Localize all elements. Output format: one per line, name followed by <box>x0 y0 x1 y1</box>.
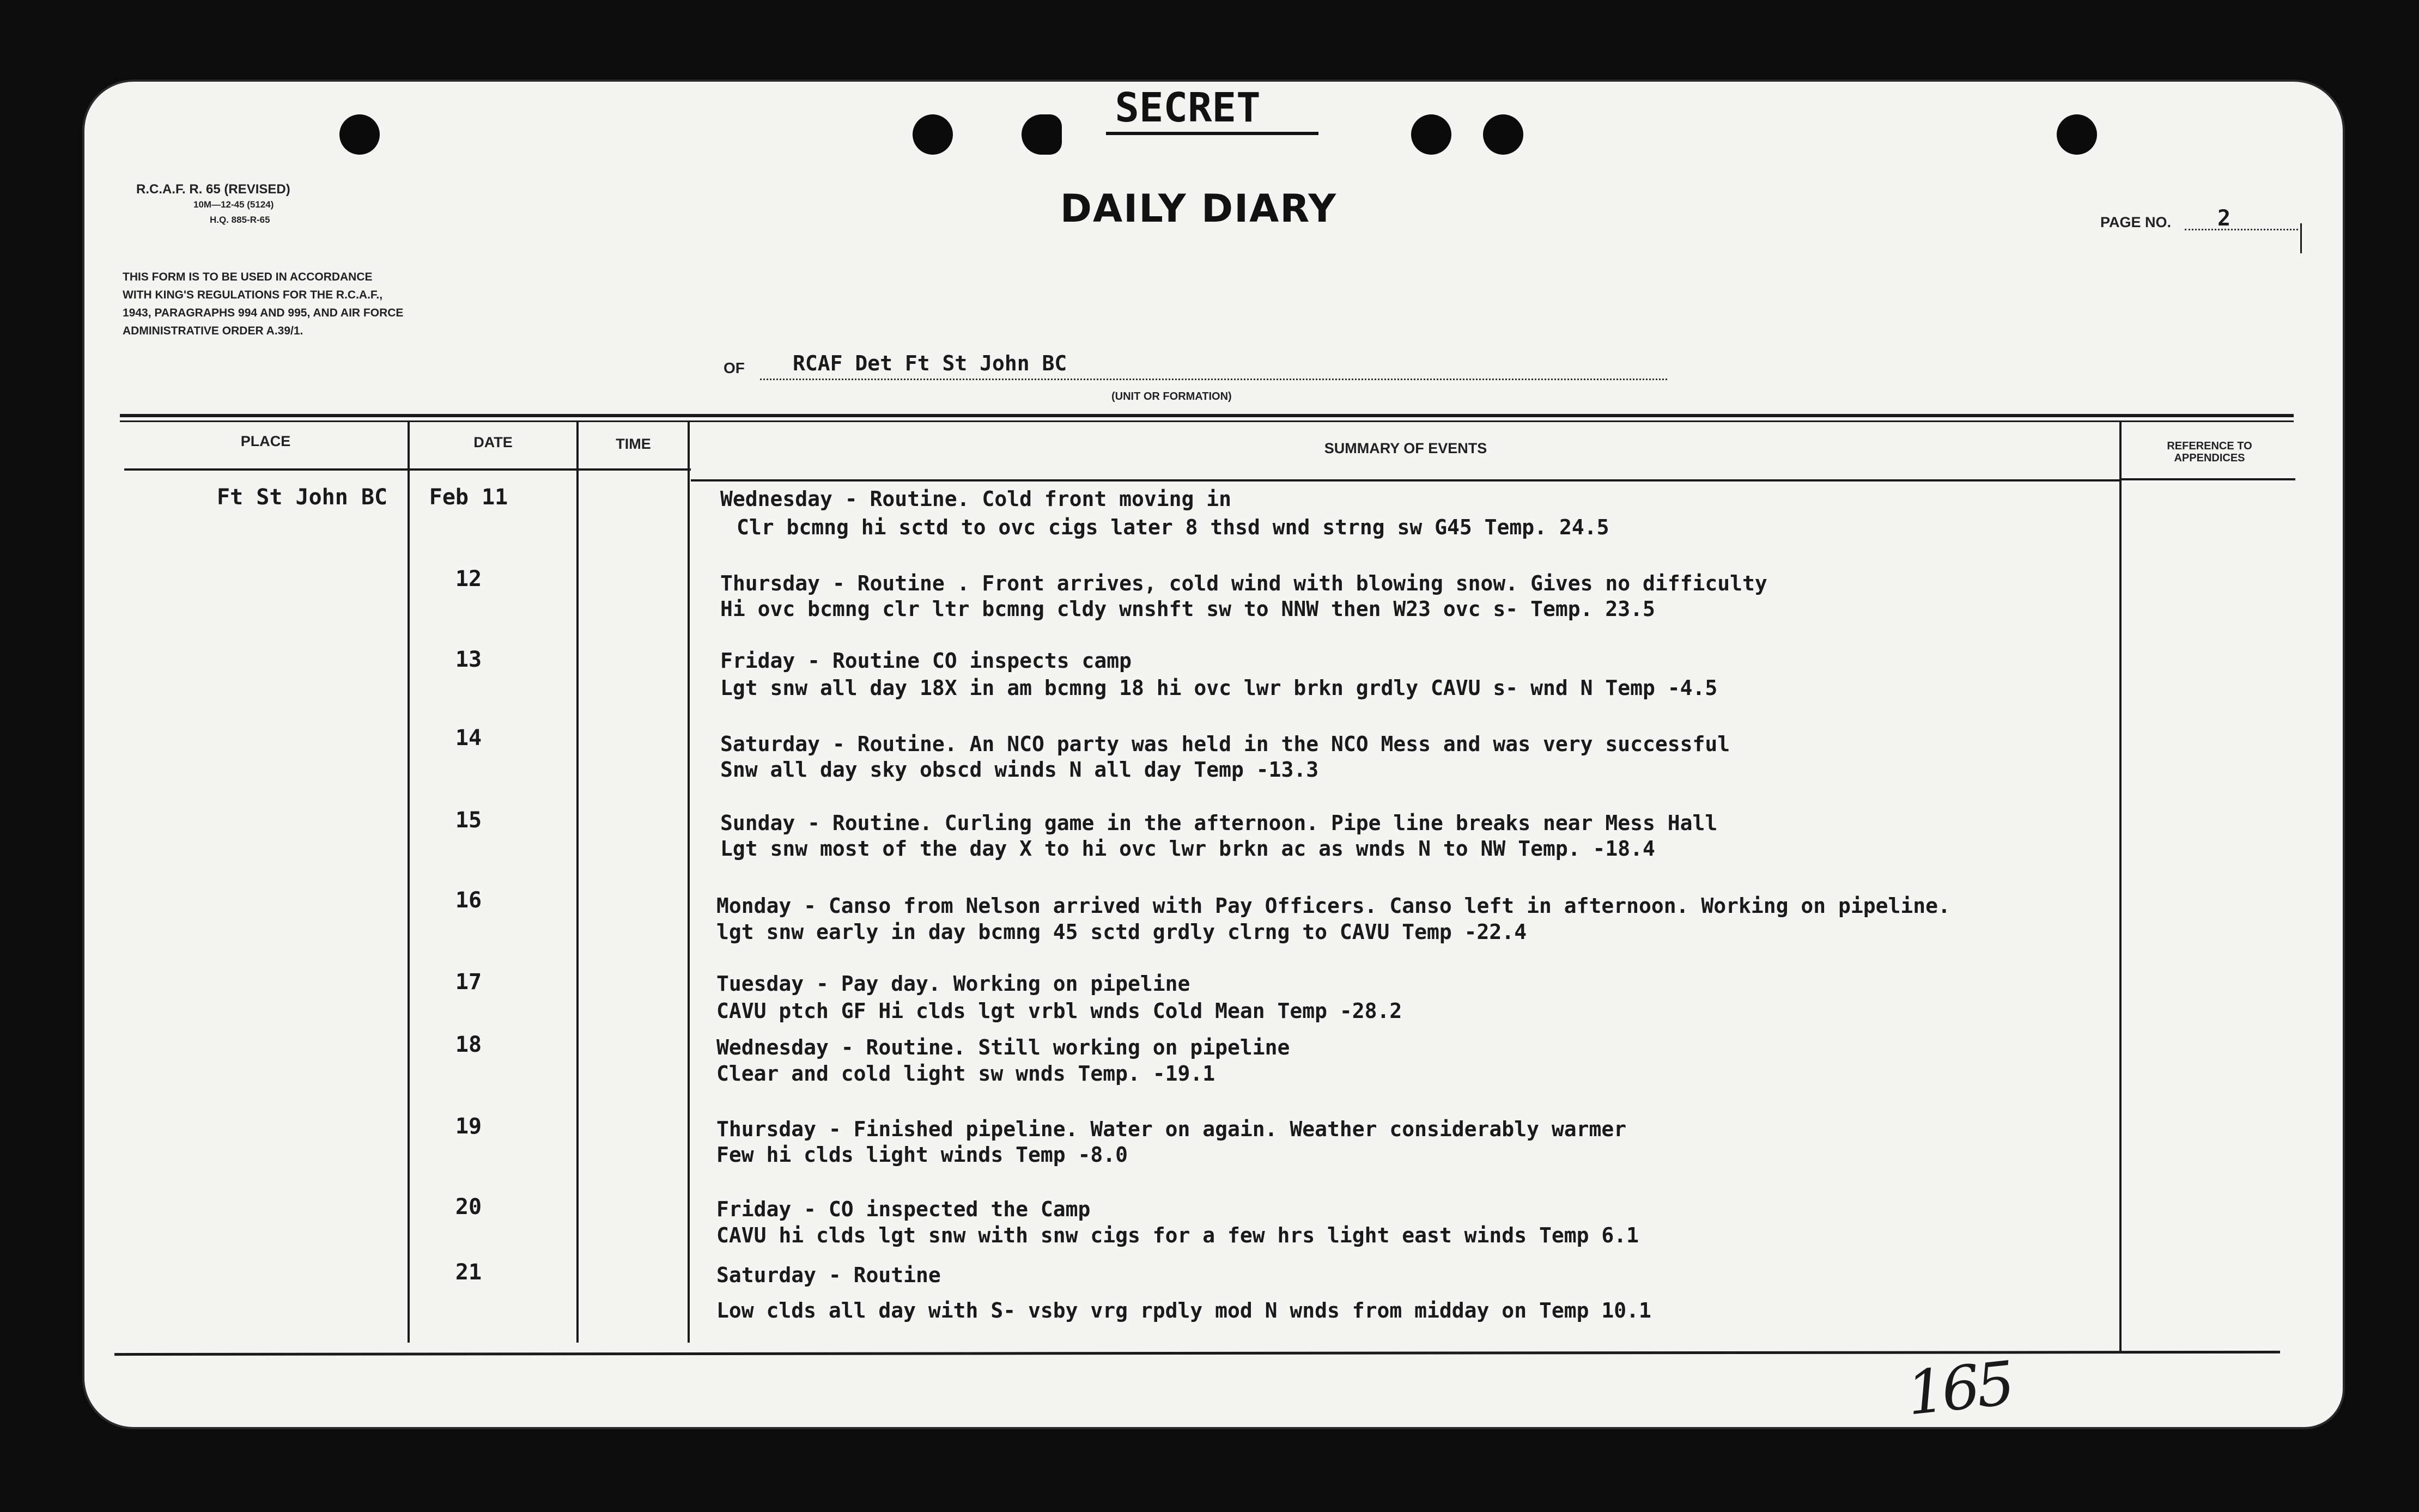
header-bottom-rule-ref <box>2121 478 2295 480</box>
unit-dotted-line <box>760 379 1667 380</box>
page-number-value: 2 <box>2217 206 2231 231</box>
entry-summary-line: Friday - Routine CO inspects camp <box>720 649 1132 673</box>
entry-date: 20 <box>455 1194 482 1220</box>
entry-summary-line: Saturday - Routine. An NCO party was held in the NCO Mess and was very successful <box>720 732 1730 756</box>
classification-marking: SECRET <box>1115 84 1261 131</box>
place-value: Ft St John BC <box>217 485 388 510</box>
entry-date: 17 <box>455 970 482 995</box>
entry-date: 21 <box>455 1260 482 1285</box>
column-header-place: PLACE <box>240 433 291 449</box>
classification-underline <box>1106 132 1318 135</box>
unit-of-label: OF <box>724 359 745 376</box>
column-header-time: TIME <box>616 436 651 452</box>
instruction-line: ADMINISTRATIVE ORDER A.39/1. <box>123 325 303 337</box>
entry-weather-line: Snw all day sky obscd winds N all day Temp -13.3 <box>720 758 1319 782</box>
page-number-label: PAGE NO. <box>2100 214 2172 230</box>
entry-weather-line: Hi ovc bcmng clr ltr bcmng cldy wnshft sw to NNW then W23 ovc s- Temp. 23.5 <box>720 597 1655 621</box>
entry-weather-line: Low clds all day with S- vsby vrg rpdly mod N wnds from midday on Temp 10.1 <box>716 1298 1651 1322</box>
table-top-rule <box>120 414 2294 417</box>
page-number-line <box>2185 229 2302 230</box>
handwritten-folio-number: 165 <box>1903 1348 2015 1429</box>
entry-weather-line: Lgt snw most of the day X to hi ovc lwr brkn ac as wnds N to NW Temp. -18.4 <box>720 837 1655 861</box>
reference-header-line: REFERENCE TO <box>2167 440 2252 452</box>
entry-summary-line: Tuesday - Pay day. Working on pipeline <box>716 972 1190 996</box>
entry-date: Feb 11 <box>429 485 508 510</box>
entry-summary-line: Thursday - Finished pipeline. Water on again. Weather considerably warmer <box>716 1117 1627 1141</box>
table-top-rule-2 <box>120 420 2294 422</box>
entry-summary-line: Wednesday - Routine. Cold front moving in <box>720 487 1231 511</box>
entry-weather-line: lgt snw early in day bcmng 45 sctd grdly clrng to CAVU Temp -22.4 <box>716 920 1527 944</box>
unit-name: RCAF Det Ft St John BC <box>793 351 1067 375</box>
punch-hole <box>1483 114 1523 155</box>
entry-weather-line: Few hi clds light winds Temp -8.0 <box>716 1143 1128 1167</box>
entry-date: 15 <box>455 808 482 833</box>
page-number-tick <box>2300 223 2302 253</box>
punch-hole <box>1411 114 1451 155</box>
entry-summary-line: Thursday - Routine . Front arrives, cold wind with blowing snow. Gives no difficulty <box>720 571 1767 595</box>
entry-date: 14 <box>455 725 482 751</box>
entry-weather-line: Clear and cold light sw wnds Temp. -19.1 <box>716 1062 1215 1086</box>
entry-date: 19 <box>455 1114 482 1139</box>
entry-summary-line: Monday - Canso from Nelson arrived with Pay Officers. Canso left in afternoon. Working on pipeline. <box>716 894 1950 918</box>
form-code: R.C.A.F. R. 65 (REVISED) <box>136 182 290 197</box>
entry-summary-line: Saturday - Routine <box>716 1263 941 1287</box>
instruction-line: 1943, PARAGRAPHS 994 AND 995, AND AIR FORCE <box>123 307 404 319</box>
entry-date: 16 <box>455 888 482 913</box>
entry-weather-line: Lgt snw all day 18X in am bcmng 18 hi ovc lwr brkn grdly CAVU s- wnd N Temp -4.5 <box>720 676 1718 700</box>
entry-date: 18 <box>455 1032 482 1057</box>
page-title: DAILY DIARY <box>1060 186 1338 231</box>
instruction-line: WITH KING'S REGULATIONS FOR THE R.C.A.F., <box>123 289 383 301</box>
entry-date: 13 <box>455 647 482 672</box>
column-header-date: DATE <box>473 434 513 450</box>
punch-hole <box>913 114 953 155</box>
reference-header-line: APPENDICES <box>2174 452 2245 464</box>
entry-summary-line: Friday - CO inspected the Camp <box>716 1197 1091 1221</box>
entry-summary-line: Sunday - Routine. Curling game in the afternoon. Pipe line breaks near Mess Hall <box>720 811 1718 835</box>
entry-weather-line: Clr bcmng hi sctd to ovc cigs later 8 thsd wnd strng sw G45 Temp. 24.5 <box>737 515 1609 539</box>
instruction-line: THIS FORM IS TO BE USED IN ACCORDANCE <box>123 271 373 283</box>
entry-weather-line: CAVU hi clds lgt snw with snw cigs for a few hrs light east winds Temp 6.1 <box>716 1223 1639 1247</box>
column-divider <box>688 422 690 1343</box>
header-bottom-rule-summary <box>691 479 2121 481</box>
form-instructions <box>123 268 403 340</box>
form-hq-code: H.Q. 885-R-65 <box>210 215 270 225</box>
form-print-code: 10M—12-45 (5124) <box>193 199 274 210</box>
punch-hole <box>339 114 380 155</box>
entry-date: 12 <box>455 566 482 592</box>
unit-caption: (UNIT OR FORMATION) <box>1111 391 1232 403</box>
column-divider <box>576 422 579 1343</box>
entry-weather-line: CAVU ptch GF Hi clds lgt vrbl wnds Cold Mean Temp -28.2 <box>716 999 1402 1023</box>
column-header-reference <box>2124 440 2295 464</box>
punch-hole <box>2057 114 2097 155</box>
column-divider <box>2119 422 2122 1354</box>
column-header-summary: SUMMARY OF EVENTS <box>1324 440 1487 456</box>
entry-summary-line: Wednesday - Routine. Still working on pipeline <box>716 1035 1290 1059</box>
